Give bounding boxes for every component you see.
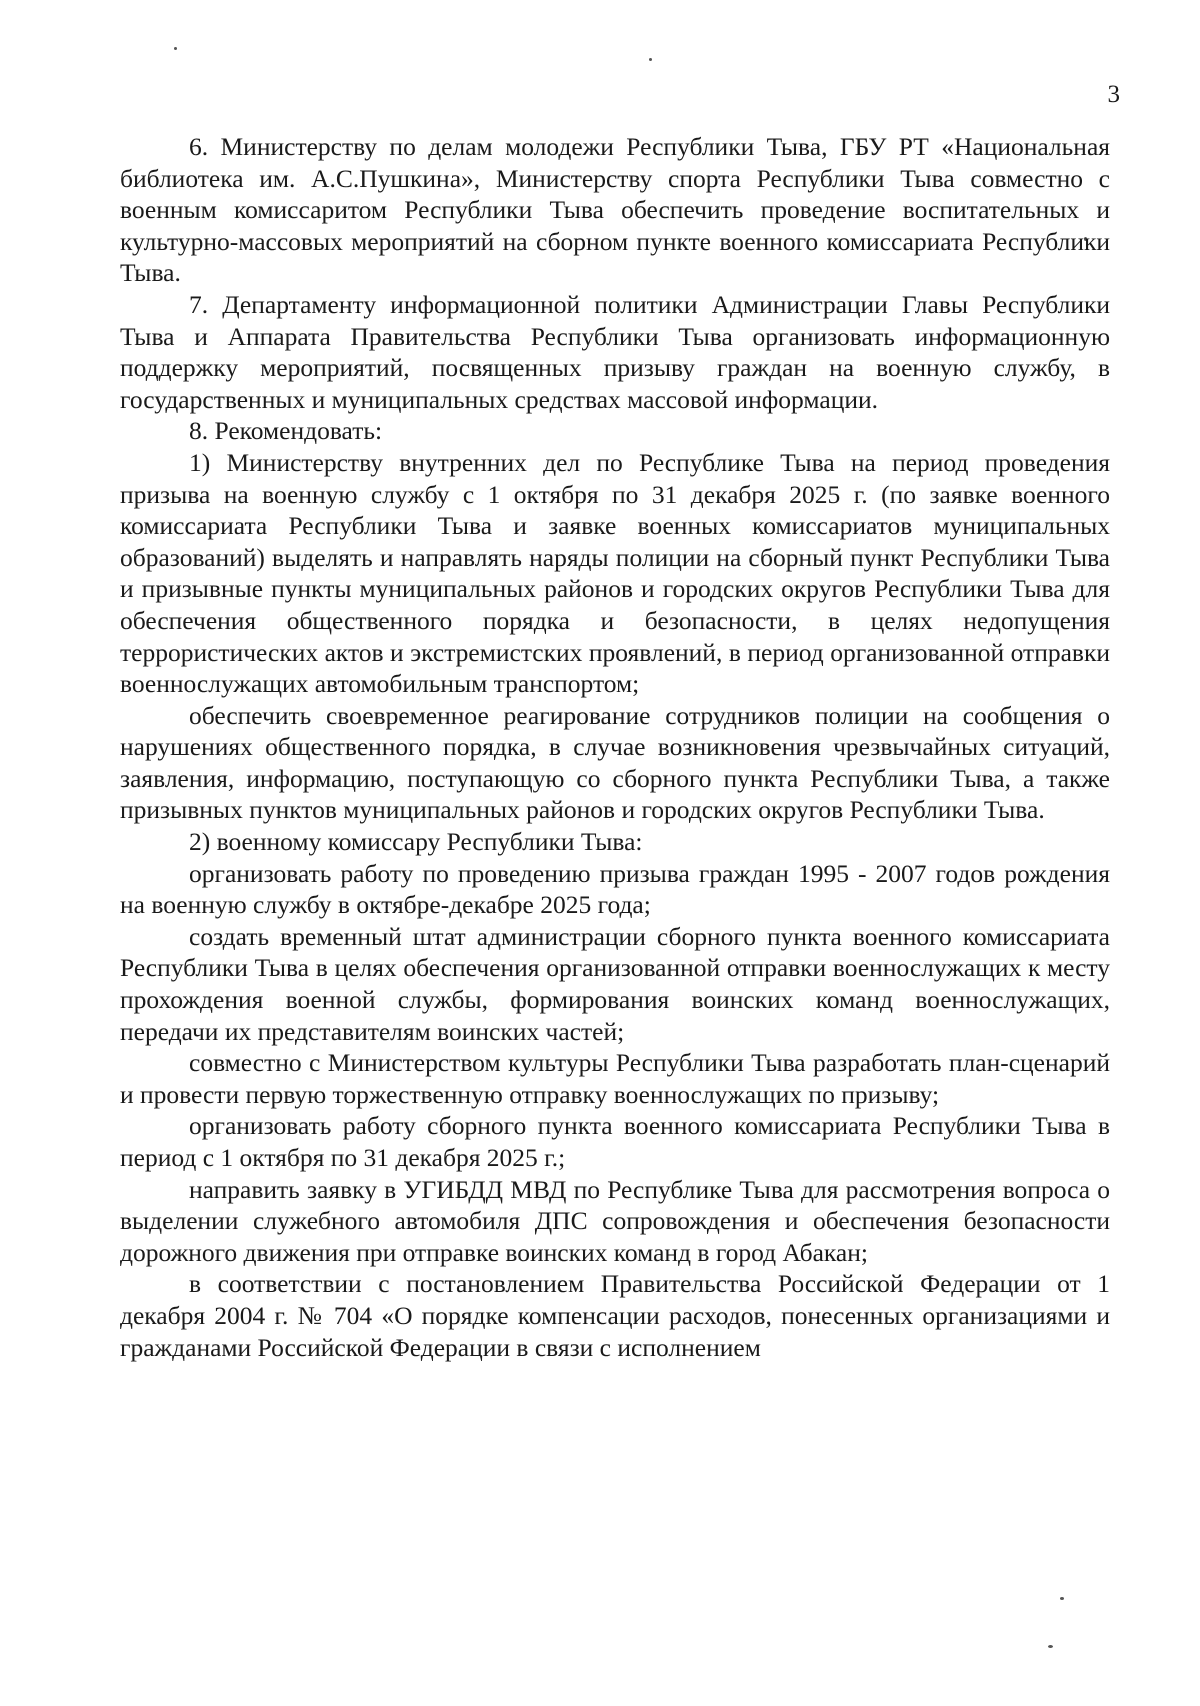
paragraph-subitem-2: 2) военному комиссару Республики Тыва: — [189, 827, 643, 857]
paragraph-ceremonial-dispatch: совместно с Министерством культуры Республики Тыва разработать план-сценарий и провести первую торжественную отправку военнослужащих по призыву; — [120, 1048, 1110, 1109]
scan-speck — [174, 47, 177, 50]
paragraph-assembly-point: организовать работу сборного пункта военного комиссариата Республики Тыва в период с 1 октября по 31 декабря 2025 г.; — [120, 1111, 1110, 1172]
page-number: 3 — [1107, 81, 1120, 108]
scan-speck — [649, 58, 652, 61]
paragraph-item-8: 8. Рекомендовать: — [189, 416, 383, 446]
paragraph-police-response: обеспечить своевременное реагирование сотрудников полиции на сообщения о нарушениях общественного порядка, в случае возникновения чрезвычайных ситуаций, заявления, информацию, поступающую со сборного пункта Республики Тыва, а также призывных пунктов муниципальных районов и городских округов Республики Тыва. — [120, 700, 1110, 825]
paragraph-conscription-work: организовать работу по проведению призыва граждан 1995 - 2007 годов рождения на военную службу в октябре-декабре 2025 года; — [120, 858, 1110, 920]
scan-speck — [1060, 1597, 1064, 1600]
scan-speck — [1048, 1645, 1053, 1648]
paragraph-temporary-staff: создать временный штат администрации сборного пункта военного комиссариата Республики Тыва в целях обеспечения организованной отправки военнослужащих к месту прохождения военной службы, формирования воинских команд военнослужащих, передачи их представителям воинских частей; — [120, 921, 1110, 1046]
document-body — [120, 131, 1110, 1363]
paragraph-subitem-1: 1) Министерству внутренних дел по Республике Тыва на период проведения призыва на военную службу с 1 октября по 31 декабря 2025 г. (по заявке военного комиссариата Республики Тыва и заявке военных комиссариатов муниципальных образований) выделять и направлять наряды полиции на сборный пункт Республики Тыва и призывные пункты муниципальных районов и городских округов Республики Тыва для обеспечения общественного порядка и безопасности, в целях недопущения террористических актов и экстремистских проявлений, в период организованной отправки военнослужащих автомобильным транспортом; — [120, 447, 1110, 699]
paragraph-item-6: 6. Министерству по делам молодежи Республики Тыва, ГБУ РТ «Национальная библиотека им. А.С.Пушкина», Министерству спорта Республики Тыва совместно с военным комиссаритом Республики Тыва обеспечить проведение воспитательных и культурно-массовых мероприятий на сборном пункте военного комиссариата Республики Тыва. — [120, 132, 1110, 288]
paragraph-government-decree: в соответствии с постановлением Правительства Российской Федерации от 1 декабря 2004 г. № 704 «О порядке компенсации расходов, понесенных организациями и гражданами Российской Федерации в связи с исполнением — [120, 1269, 1110, 1362]
paragraph-item-7: 7. Департаменту информационной политики Администрации Главы Республики Тыва и Аппарата Правительства Республики Тыва организовать информационную поддержку мероприятий, посвященных призыву граждан на военную службу, в государственных и муниципальных средствах массовой информации. — [120, 289, 1110, 414]
paragraph-traffic-police-request: направить заявку в УГИБДД МВД по Республике Тыва для рассмотрения вопроса о выделении служебного автомобиля ДПС сопровождения и обеспечения безопасности дорожного движения при отправке воинских команд в город Абакан; — [120, 1174, 1110, 1267]
